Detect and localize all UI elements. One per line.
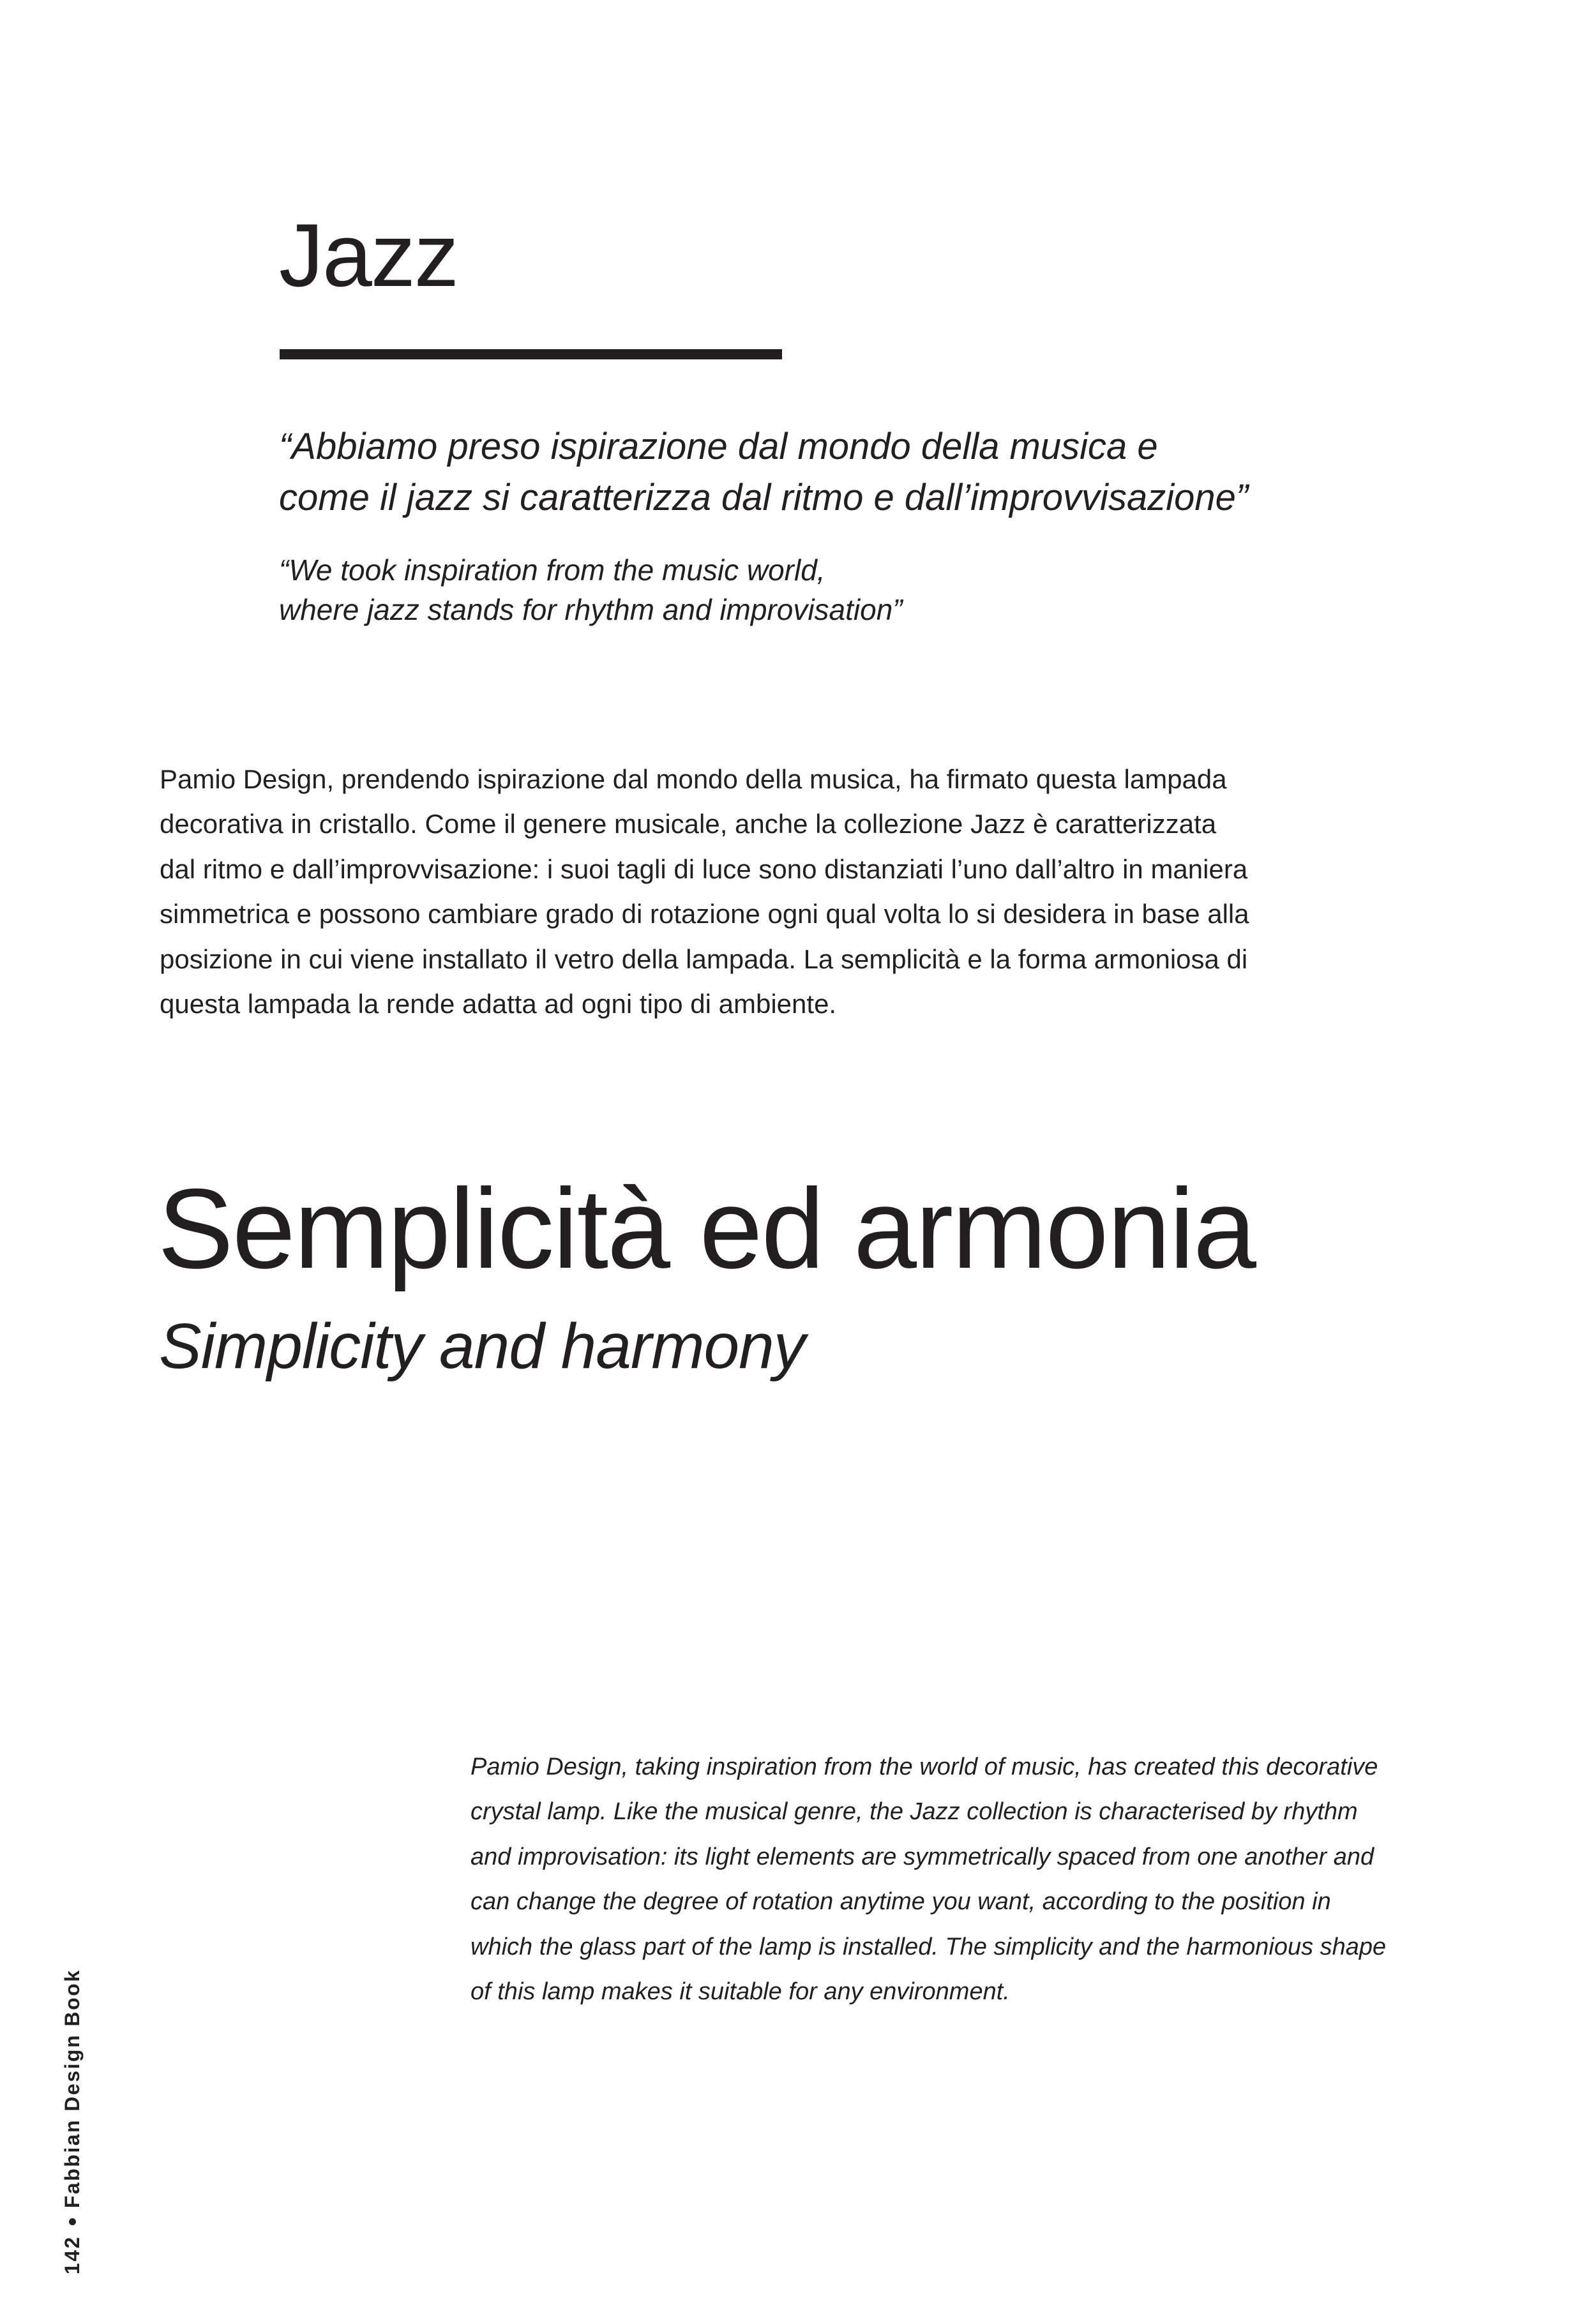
book-title: Fabbian Design Book: [61, 1969, 84, 2209]
bullet-separator-icon: [69, 2218, 76, 2225]
body-english-line: which the glass part of the lamp is installed. The simplicity and the harmonious shape: [471, 1933, 1387, 1960]
body-text-italian: [160, 757, 1436, 1026]
body-english-line: and improvisation: its light elements are symmetrically spaced from one another and: [471, 1843, 1374, 1870]
section-heading: Semplicità ed armonia: [158, 1165, 1256, 1292]
body-english-line: can change the degree of rotation anytime you want, according to the position in: [471, 1888, 1331, 1916]
body-english-line: of this lamp makes it suitable for any environment.: [471, 1978, 1010, 2006]
body-italian-line: questa lampada la rende adatta ad ogni tipo di ambiente.: [160, 989, 837, 1019]
quote-italian: [279, 421, 1428, 523]
body-italian-line: Pamio Design, prendendo ispirazione dal mondo della musica, ha firmato questa lampada: [160, 764, 1227, 794]
quote-english: [279, 550, 1428, 629]
quote-italian-line: “Abbiamo preso ispirazione dal mondo della musica e: [279, 426, 1158, 467]
section-subheading: Simplicity and harmony: [159, 1311, 805, 1382]
page-title: Jazz: [279, 205, 458, 305]
title-underline-rule: [280, 349, 782, 359]
body-italian-line: dal ritmo e dall’improvvisazione: i suoi tagli di luce sono distanziati l’uno dall’altro in maniera: [160, 853, 1248, 884]
body-italian-line: posizione in cui viene installato il vetro della lampada. La semplicità e la forma armoniosa di: [160, 943, 1248, 974]
quote-english-line: where jazz stands for rhythm and improvisation”: [279, 593, 903, 626]
quote-english-line: “We took inspiration from the music world,: [279, 553, 825, 587]
quote-italian-line: come il jazz si caratterizza dal ritmo e dall’improvvisazione”: [279, 477, 1249, 518]
body-text-english: [471, 1745, 1569, 2014]
body-english-line: crystal lamp. Like the musical genre, the Jazz collection is characterised by rhythm: [471, 1798, 1358, 1826]
body-italian-line: decorativa in cristallo. Come il genere musicale, anche la collezione Jazz è caratterizzata: [160, 809, 1217, 839]
body-italian-line: simmetrica e possono cambiare grado di rotazione ogni qual volta lo si desidera in base alla: [160, 899, 1249, 929]
page-folio: [59, 1969, 85, 2274]
body-english-line: Pamio Design, taking inspiration from the world of music, has created this decorative: [471, 1754, 1378, 1780]
page-number: 142: [61, 2235, 84, 2274]
